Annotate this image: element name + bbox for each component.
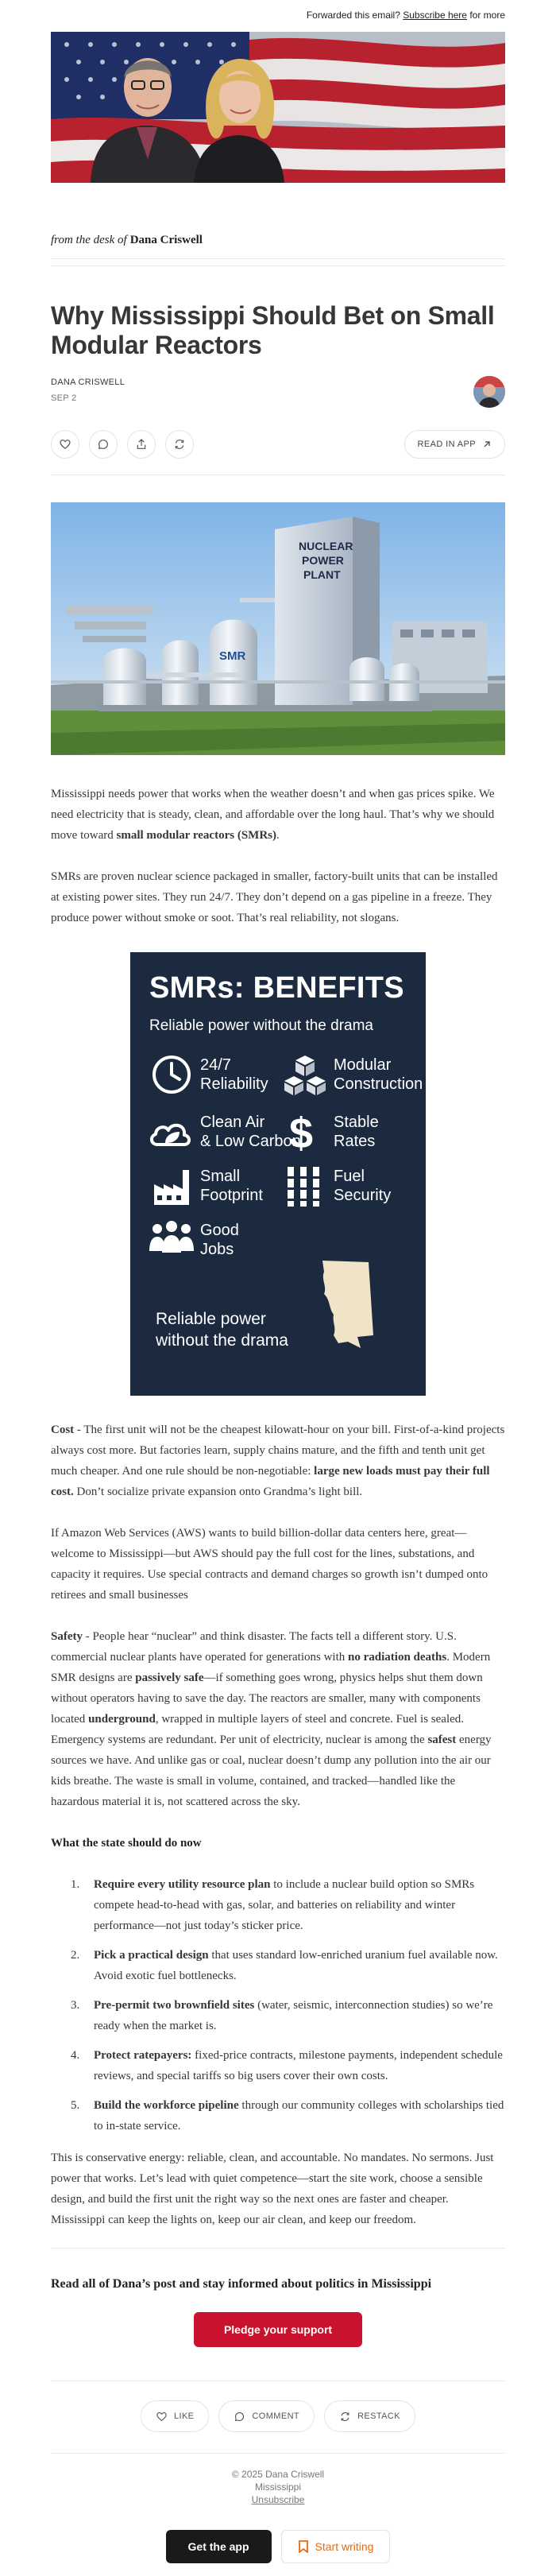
like-button[interactable] bbox=[141, 2400, 209, 2432]
header-photo bbox=[51, 32, 505, 183]
list-item: 1. Require every utility resource plan to include a nuclear build option so SMRs compete head-to-head with gas, solar, and batteries on reliability and winter performance—not just today’s sticker price. bbox=[83, 1874, 505, 1936]
read-in-app-label: READ IN APP bbox=[417, 440, 476, 449]
restack-button[interactable] bbox=[165, 430, 194, 459]
benefit-label: Stable Rates bbox=[334, 1114, 379, 1150]
pledge-support-button[interactable]: Pledge your support bbox=[194, 2312, 362, 2347]
post-author[interactable]: DANA CRISWELL bbox=[51, 378, 125, 387]
factory-icon bbox=[153, 1165, 192, 1207]
benefit-label: Modular Construction bbox=[334, 1056, 423, 1093]
footer-copyright: © 2025 Dana Criswell bbox=[231, 2469, 325, 2480]
like-button[interactable] bbox=[51, 430, 79, 459]
benefit-label: Fuel Security bbox=[334, 1168, 392, 1204]
people-icon bbox=[148, 1219, 195, 1254]
heart-icon bbox=[156, 2411, 168, 2423]
svg-text:$: $ bbox=[289, 1110, 314, 1154]
post-date: SEP 2 bbox=[51, 393, 77, 403]
support-cta bbox=[51, 2248, 505, 2347]
aws-paragraph: If Amazon Web Services (AWS) wants to build billion-dollar data centers here, great—welcome to Mississippi—but AWS should pay the full cost for the lines, substations, and capacity it requires. Use special contracts and demand charges so growth isn’t dumped onto retirees and small businesses bbox=[51, 1527, 488, 1602]
restack-button[interactable] bbox=[324, 2400, 415, 2432]
from-desk-line bbox=[51, 183, 505, 258]
infographic-subtitle: Reliable power without the drama bbox=[149, 1017, 373, 1034]
start-writing-button[interactable] bbox=[281, 2530, 391, 2563]
comment-icon bbox=[97, 438, 110, 451]
cubes-icon bbox=[283, 1052, 327, 1097]
restack-label: RESTACK bbox=[357, 2411, 401, 2421]
list-item: 3. Pre-permit two brownfield sites (water, seismic, interconnection studies) so we’re ready when the market is. bbox=[83, 1995, 505, 2036]
clock-icon bbox=[151, 1054, 192, 1095]
infographic-title: SMRs: BENEFITS bbox=[149, 971, 404, 1005]
byline bbox=[51, 374, 505, 408]
author-avatar[interactable] bbox=[473, 376, 505, 408]
closing-paragraph: This is conservative energy: reliable, clean, and accountable. No mandates. No sermons. Just power that works. Let’s lead with quiet competence—start the site work, choose a sensible design, and build the first unit the right way so the next ones are faster and cheaper. Mississippi can keep the lights on, keep our air clean, and keep our freedom. bbox=[51, 2152, 494, 2226]
plant-sign-line3: PLANT bbox=[303, 568, 341, 581]
desk-prefix: from the desk of bbox=[51, 234, 127, 246]
share-icon bbox=[135, 438, 148, 451]
list-item: 4. Protect ratepayers: fixed-price contracts, milestone payments, independent schedule reviews, and special tariffs so big users cover their own costs. bbox=[83, 2045, 505, 2086]
smr-benefits-infographic bbox=[130, 952, 426, 1396]
intro-text bbox=[51, 784, 505, 928]
benefit-label: 24/7 Reliability bbox=[200, 1056, 268, 1093]
benefit-label: Clean Air & Low Carbon bbox=[200, 1114, 301, 1150]
safety-paragraph: Safety - People hear “nuclear” and think disaster. The facts tell a different story. U.S. commercial nuclear plants have operated for generations with no radiation deaths. Modern SMR designs are passively safe—if something goes wrong, physics helps shut them down without operators having to save the day. The reactors are smaller, many with components located underground, wrapped in multiple layers of steel and concrete. Fuel is sealed. Emergency systems are redundant. Per unit of electricity, nuclear is among the safest energy sources we have. And unlike gas or coal, nuclear doesn’t dump any pollution into the air our kids breathe. The waste is small in volume, contained, and tracked—handled like the hazardous material it is, not scattered across the sky. bbox=[51, 1630, 492, 1808]
comment-button[interactable] bbox=[218, 2400, 315, 2432]
forward-notice bbox=[0, 0, 556, 32]
list-item: 2. Pick a practical design that uses standard low-enriched uranium fuel available now. Avoid exotic fuel bottlenecks. bbox=[83, 1945, 505, 1986]
read-in-app-button[interactable] bbox=[404, 430, 505, 459]
desk-author: Dana Criswell bbox=[129, 234, 203, 246]
forward-text: Forwarded this email? bbox=[306, 10, 400, 21]
forward-suffix: for more bbox=[469, 10, 505, 21]
todo-heading: What the state should do now bbox=[51, 1837, 202, 1850]
like-label: LIKE bbox=[173, 2411, 195, 2421]
app-buttons bbox=[0, 2530, 556, 2563]
divider bbox=[51, 265, 505, 266]
cost-paragraph: Cost - The first unit will not be the cheapest kilowatt-hour on your bill. First-of-a-kind projects always cost more. But factories learn, supply chains mature, and the fifth and tenth unit get much cheaper. And one rule should be non-negotiable: large new loads must pay their full cost. Don’t socialize private expansion onto Grandma’s light bill. bbox=[51, 1424, 505, 1498]
divider bbox=[51, 258, 505, 259]
plant-sign-line2: POWER bbox=[302, 554, 344, 567]
mississippi-map-icon bbox=[316, 1259, 384, 1351]
heart-icon bbox=[59, 438, 71, 451]
article-body bbox=[51, 1420, 505, 2230]
restack-icon bbox=[173, 438, 186, 451]
external-arrow-icon bbox=[482, 440, 492, 449]
get-app-button[interactable]: Get the app bbox=[166, 2530, 272, 2563]
benefit-label: Small Footprint bbox=[200, 1168, 263, 1204]
subscribe-link[interactable]: Subscribe here bbox=[403, 10, 467, 21]
tank-label: SMR bbox=[219, 649, 246, 663]
benefit-label: Good Jobs bbox=[200, 1222, 239, 1258]
plant-sign-line1: NUCLEAR bbox=[299, 540, 353, 552]
todo-list bbox=[83, 1874, 505, 2136]
comment-label: COMMENT bbox=[252, 2411, 300, 2421]
unsubscribe-link[interactable]: Unsubscribe bbox=[251, 2494, 305, 2505]
post-actions bbox=[51, 428, 505, 460]
footer bbox=[51, 2453, 505, 2506]
intro-paragraph-2: SMRs are proven nuclear science packaged in smaller, factory-built units that can be installed at existing power sites. They run 24/7. They don’t depend on a gas pipeline in a freeze. They produce power without smoke or soot. That’s real reliability, not slogans. bbox=[51, 870, 498, 924]
fuel-rods-icon bbox=[286, 1164, 321, 1208]
bookmark-icon bbox=[298, 2540, 309, 2553]
bottom-actions bbox=[51, 2380, 505, 2432]
comment-button[interactable] bbox=[89, 430, 118, 459]
cloud-leaf-icon bbox=[148, 1111, 194, 1151]
nuclear-plant-image bbox=[51, 502, 505, 755]
dollar-icon bbox=[288, 1108, 319, 1154]
cta-question: Read all of Dana’s post and stay informed about politics in Mississippi bbox=[51, 2277, 432, 2291]
start-writing-label: Start writing bbox=[315, 2540, 374, 2553]
intro-paragraph-1: Mississippi needs power that works when the weather doesn’t and when gas prices spike. We need electricity that is steady, clean, and affordable over the long haul. That’s why we should move toward small modular reactors (SMRs). bbox=[51, 788, 495, 842]
list-item: 5. Build the workforce pipeline through our community colleges with scholarships tied to in-state service. bbox=[83, 2095, 505, 2136]
footer-location: Mississippi bbox=[254, 2481, 301, 2493]
infographic-footer: Reliable power without the drama bbox=[156, 1310, 288, 1350]
restack-icon bbox=[339, 2411, 351, 2423]
share-button[interactable] bbox=[127, 430, 156, 459]
comment-icon bbox=[234, 2411, 245, 2423]
post-title[interactable]: Why Mississippi Should Bet on Small Modular Reactors bbox=[51, 301, 495, 359]
